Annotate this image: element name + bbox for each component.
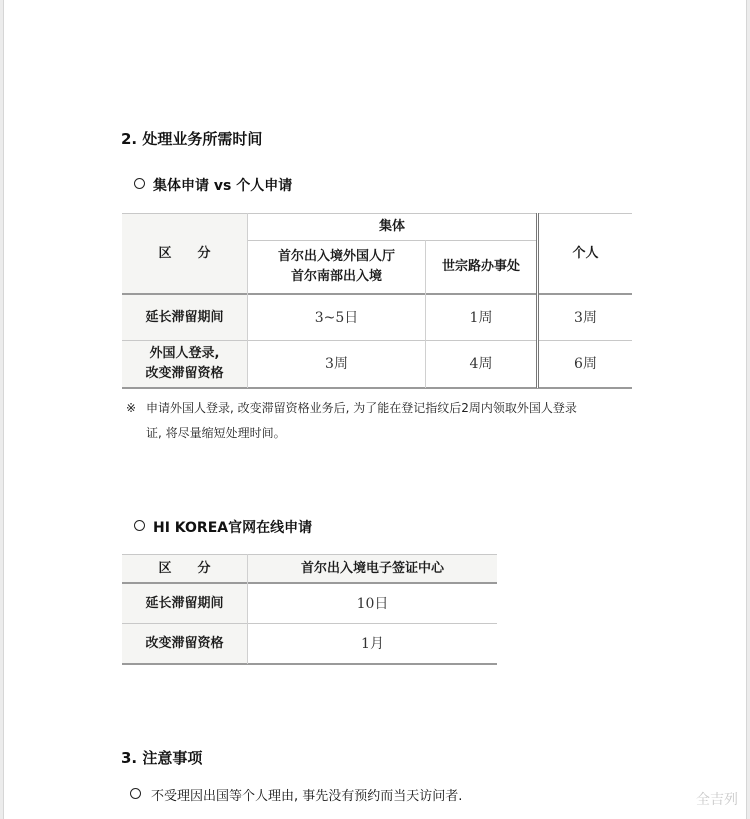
notice-item (130, 785, 462, 804)
row-value: 10日 (356, 595, 389, 612)
table-line (122, 387, 632, 389)
col-category: 区 分 (158, 245, 211, 261)
col-individual: 个人 (572, 245, 599, 261)
row-value: 3周 (574, 309, 597, 326)
table-line (122, 663, 497, 665)
section-3-title: 3. 注意事项 (121, 749, 203, 767)
row-value: 1周 (469, 309, 493, 326)
col-center: 首尔出入境电子签证中心 (300, 560, 444, 576)
row-label (122, 341, 247, 387)
row-label: 延长滞留期间 (145, 309, 224, 325)
col-group-a (248, 241, 425, 293)
col-category: 区 分 (158, 560, 211, 576)
row-value: 6周 (574, 356, 597, 372)
col-group: 集体 (378, 219, 405, 234)
subsection-title: 集体申请 vs 个人申请 (153, 178, 293, 194)
row-value: 1月 (361, 635, 384, 652)
subsection-title: HI KOREA官网在线申请 (153, 520, 313, 536)
note-line-1: 申请外国人登录, 改变滞留资格业务后, 为了能在登记指纹后2周内领取外国人登录 (146, 401, 577, 415)
row-label-line2: 改变滞留资格 (145, 366, 224, 381)
row-value: 3周 (325, 356, 348, 372)
note-line-2: 证, 将尽量缩短处理时间。 (146, 426, 286, 440)
row-value: 3~5日 (314, 309, 359, 326)
row-value: 4周 (469, 356, 493, 372)
row-label-line1: 外国人登录, (149, 346, 220, 361)
circle-bullet-icon (134, 520, 145, 531)
row-label: 改变滞留资格 (145, 635, 224, 651)
col-group-a-line1: 首尔出入境外国人厅 (277, 249, 395, 264)
note-mark: ※ (126, 401, 137, 415)
subsection-hikorea (134, 517, 312, 537)
watermark-logo: 全吉列 (696, 792, 738, 808)
document-page (3, 0, 747, 819)
notice-text: 不受理因出国等个人理由, 事先没有预约而当天访问者. (151, 789, 463, 804)
col-group-b: 世宗路办事处 (441, 259, 520, 274)
row-label: 延长滞留期间 (145, 595, 224, 611)
section-2-title: 2. 处理业务所需时间 (121, 130, 263, 148)
col-group-a-line2: 首尔南部出入境 (290, 269, 382, 284)
subsection-group-vs-individual (134, 175, 292, 195)
circle-bullet-icon (130, 788, 141, 799)
circle-bullet-icon (134, 178, 145, 189)
